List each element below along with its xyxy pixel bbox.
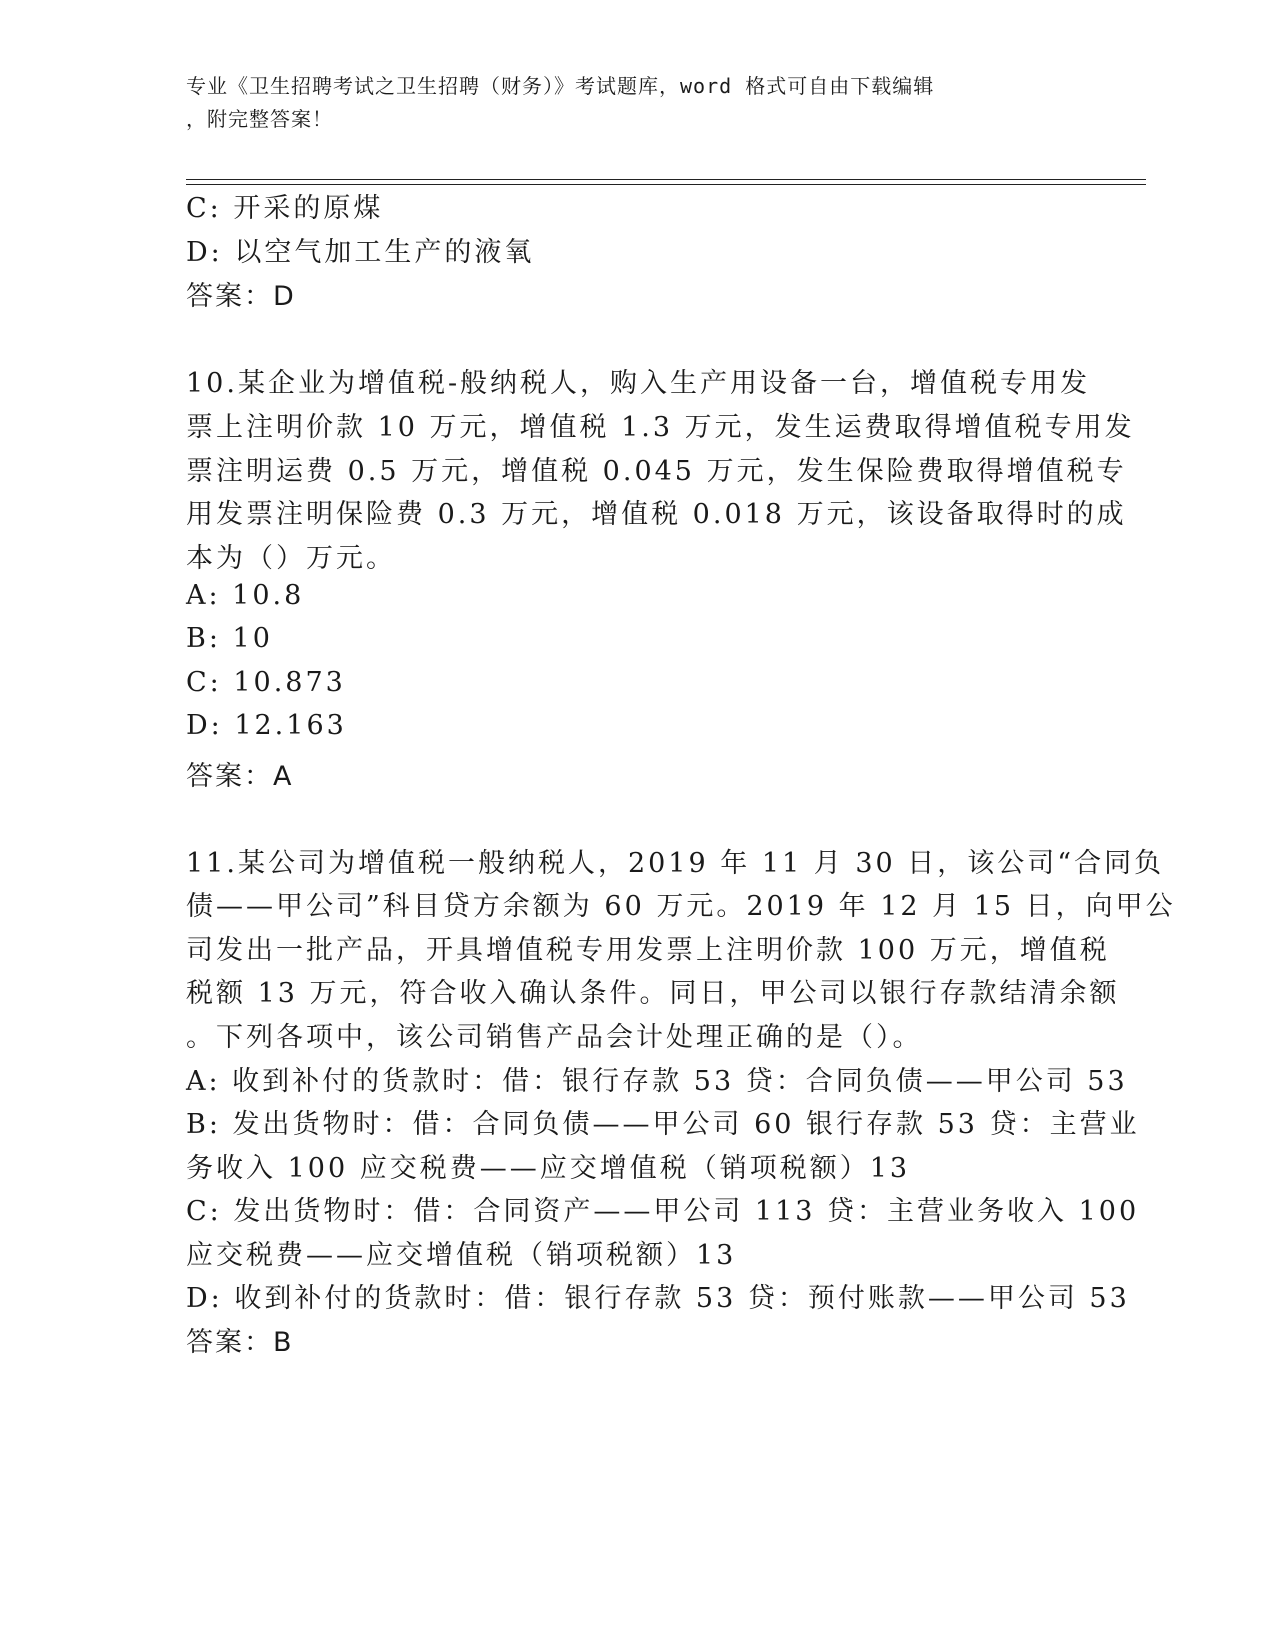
- q10-stem-line-2: 票上注明价款 10 万元，增值税 1.3 万元，发生运费取得增值税专用发: [186, 412, 1135, 443]
- q10-stem-line-3: 票注明运费 0.5 万元，增值税 0.045 万元，发生保险费取得增值税专: [186, 456, 1127, 487]
- q10-option-b: B: 10: [186, 623, 273, 654]
- q10-option-c: C: 10.873: [186, 667, 346, 698]
- q11-stem-line-3: 司发出一批产品，开具增值税专用发票上注明价款 100 万元，增值税: [186, 935, 1110, 966]
- q11-option-a: A: 收到补付的货款时：借：银行存款 53 贷：合同负债——甲公司 53: [186, 1066, 1128, 1097]
- q11-option-b-line-2: 务收入 100 应交税费——应交增值税（销项税额）13: [186, 1153, 911, 1184]
- q9-answer: 答案：D: [186, 281, 296, 312]
- header-divider-bottom: [186, 184, 1146, 185]
- q11-stem-line-5: 。下列各项中，该公司销售产品会计处理正确的是（）。: [186, 1022, 923, 1053]
- header-line-2: ，附完整答案！: [186, 107, 333, 131]
- q9-option-d: D: 以空气加工生产的液氧: [186, 237, 535, 268]
- q9-option-c: C: 开采的原煤: [186, 193, 384, 224]
- q10-option-a: A: 10.8: [186, 580, 305, 611]
- q11-option-b-line-1: B: 发出货物时：借：合同负债——甲公司 60 银行存款 53 贷：主营业: [186, 1109, 1140, 1140]
- q10-option-d: D: 12.163: [186, 710, 347, 741]
- q10-stem-line-1: 10.某企业为增值税-般纳税人，购入生产用设备一台，增值税专用发: [186, 368, 1091, 399]
- q11-stem-line-1: 11.某公司为增值税一般纳税人，2019 年 11 月 30 日，该公司“合同负: [186, 848, 1165, 879]
- header-line-1: 专业《卫生招聘考试之卫生招聘（财务）》考试题库，word 格式可自由下载编辑: [186, 74, 935, 98]
- q11-option-d: D: 收到补付的货款时：借：银行存款 53 贷：预付账款——甲公司 53: [186, 1283, 1130, 1314]
- header-divider-top: [186, 179, 1146, 180]
- document-header: [186, 70, 1066, 136]
- q10-answer: 答案：A: [186, 761, 294, 792]
- q11-option-c-line-2: 应交税费——应交增值税（销项税额）13: [186, 1240, 737, 1271]
- q11-stem-line-2: 债——甲公司”科目贷方余额为 60 万元。2019 年 12 月 15 日，向甲公: [186, 891, 1176, 922]
- q11-option-c-line-1: C: 发出货物时：借：合同资产——甲公司 113 贷：主营业务收入 100: [186, 1196, 1140, 1227]
- q11-answer: 答案：B: [186, 1327, 294, 1358]
- q11-stem-line-4: 税额 13 万元，符合收入确认条件。同日，甲公司以银行存款结清余额: [186, 978, 1120, 1009]
- q10-stem-line-5: 本为（）万元。: [186, 543, 396, 574]
- q10-stem-line-4: 用发票注明保险费 0.3 万元，增值税 0.018 万元，该设备取得时的成: [186, 499, 1127, 530]
